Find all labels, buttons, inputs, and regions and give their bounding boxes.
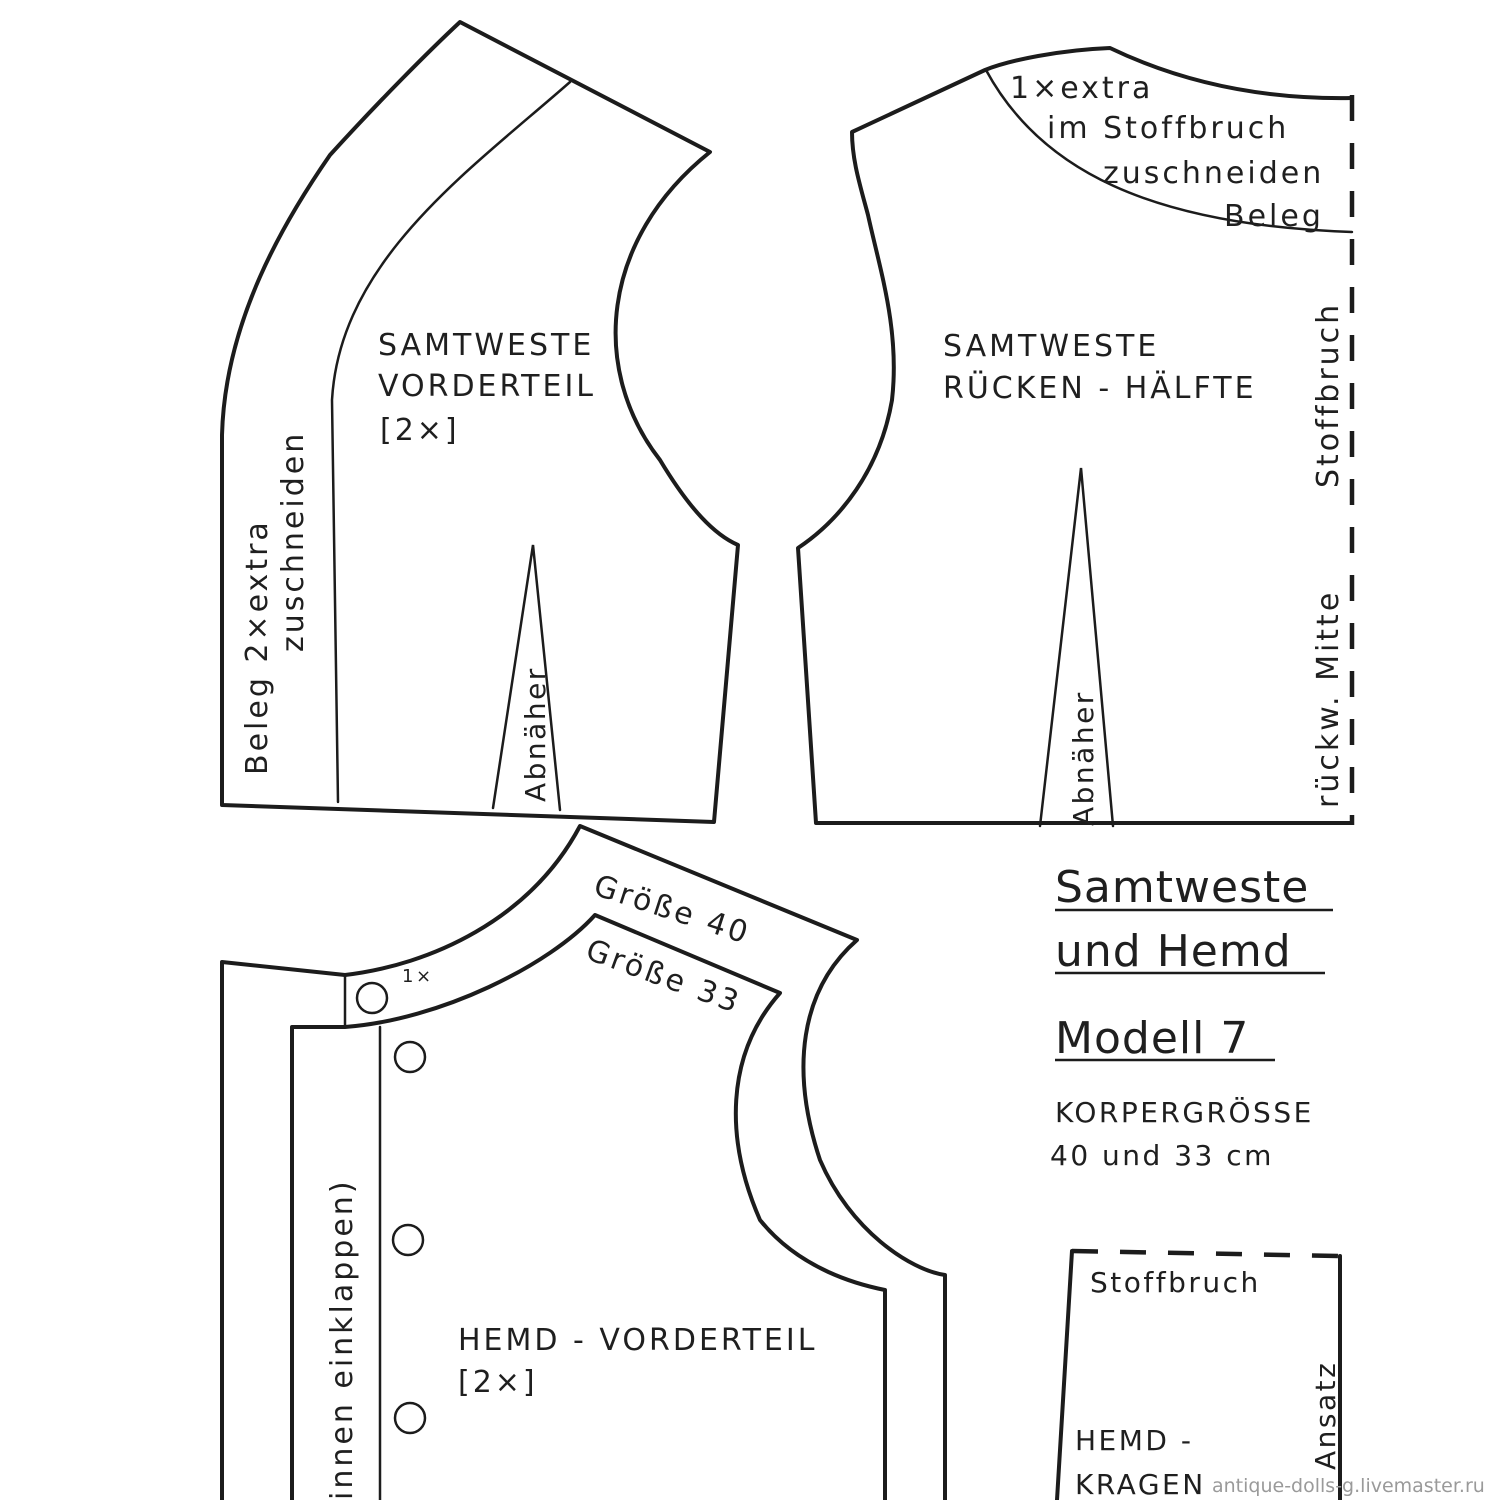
collar-name-line2: KRAGEN	[1075, 1468, 1206, 1500]
body-size-line1: KORPERGRÖSSE	[1055, 1096, 1314, 1129]
title-line1: Samtweste	[1055, 862, 1310, 913]
shirt-button-4	[395, 1403, 425, 1433]
vest-back-dart-label: Abnäher	[1067, 690, 1100, 826]
vest-front-dart-label: Abnäher	[519, 666, 552, 802]
watermark: antique-dolls-g.livemaster.ru	[1212, 1475, 1485, 1497]
vest-front-outline	[222, 22, 738, 822]
shirt-collar-piece	[1057, 1251, 1342, 1500]
shirt-size33-label: Größe 33	[581, 932, 746, 1022]
vest-back-note-line4: Beleg	[1224, 199, 1324, 234]
vest-front-piece	[222, 22, 738, 822]
shirt-count-mark: 1×	[402, 966, 434, 987]
collar-outline	[1057, 1251, 1072, 1500]
shirt-front-piece	[222, 826, 945, 1500]
vest-front-name-line2: VORDERTEIL	[378, 369, 597, 404]
title-block	[1050, 862, 1333, 1172]
shirt-front-name: HEMD - VORDERTEIL	[458, 1323, 818, 1358]
vest-front-facing-line1: Beleg 2×extra	[240, 519, 275, 775]
shirt-button-2	[395, 1042, 425, 1072]
collar-fold-line	[1072, 1251, 1340, 1256]
body-size-line2: 40 und 33 cm	[1050, 1139, 1274, 1172]
vest-back-center-label: rückw. Mitte	[1311, 589, 1346, 808]
vest-back-note-line2: im Stoffbruch	[1047, 111, 1290, 146]
collar-name-line1: HEMD -	[1075, 1424, 1194, 1457]
vest-back-fold-label: Stoffbruch	[1311, 301, 1346, 488]
shirt-button-1	[357, 983, 387, 1013]
vest-back-note-line3: zuschneiden	[1103, 156, 1325, 191]
shirt-button-3	[393, 1225, 423, 1255]
shirt-size40-label: Größe 40	[589, 868, 755, 952]
shirt-fold-in-label: innen einklappen)	[325, 1178, 360, 1500]
vest-back-piece	[798, 48, 1352, 826]
vest-front-count: [2×]	[380, 413, 460, 448]
title-line3: Modell 7	[1055, 1013, 1250, 1064]
collar-attach-label: Ansatz	[1309, 1360, 1342, 1470]
vest-back-note-line1: 1×extra	[1010, 71, 1154, 106]
shirt-front-count: [2×]	[458, 1365, 538, 1400]
vest-back-name-line1: SAMTWESTE	[943, 329, 1160, 364]
vest-front-facing-line2: zuschneiden	[276, 430, 311, 652]
collar-fold-label: Stoffbruch	[1090, 1266, 1261, 1299]
vest-front-name-line1: SAMTWESTE	[378, 328, 595, 363]
vest-back-name-line2: RÜCKEN - HÄLFTE	[943, 371, 1257, 406]
title-line2: und Hemd	[1055, 926, 1292, 977]
